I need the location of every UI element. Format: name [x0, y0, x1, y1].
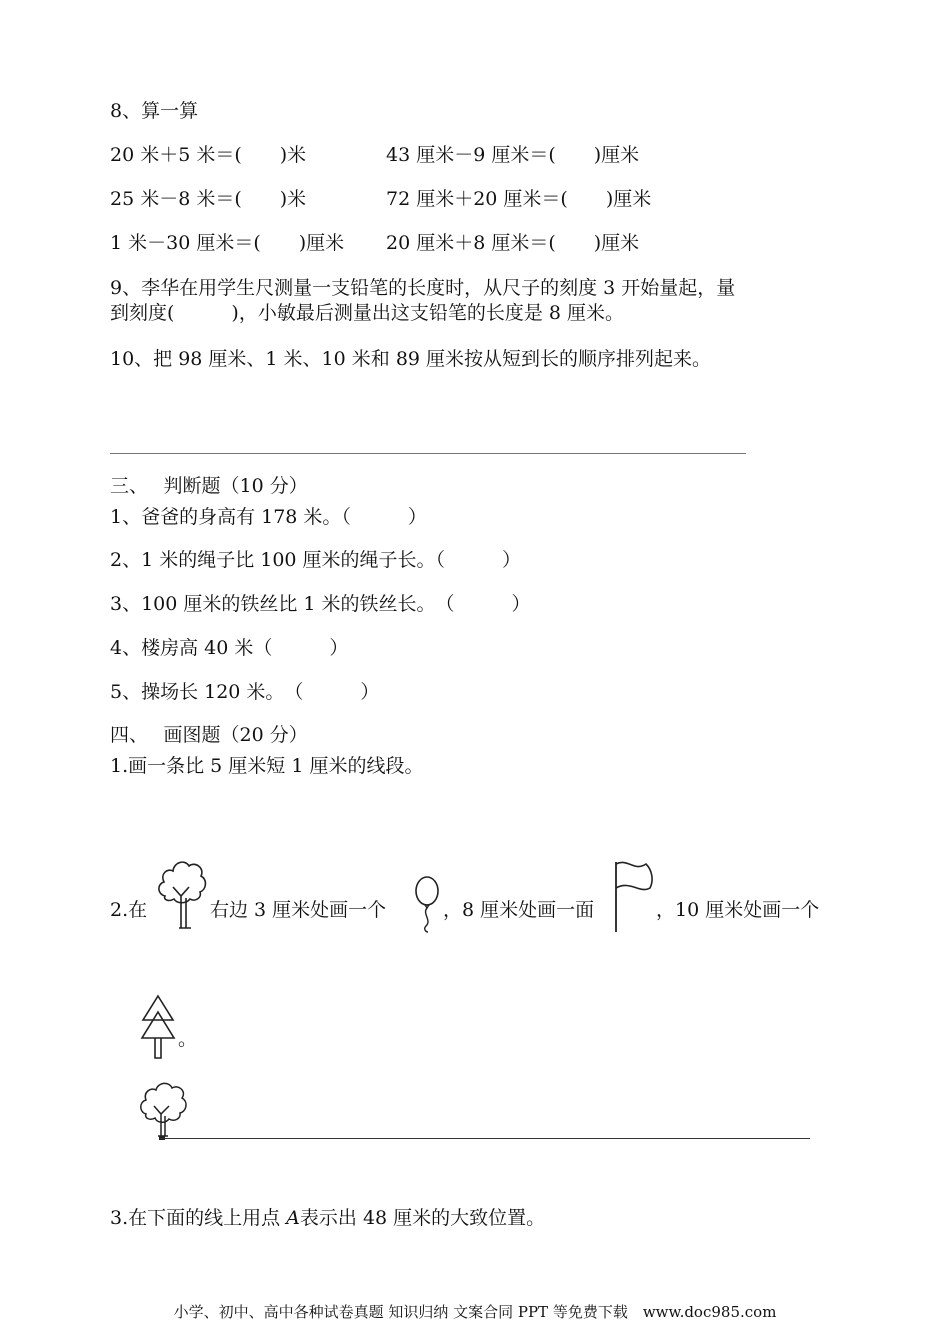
draw-q3-prefix: 3.在下面的线上用点: [110, 1207, 287, 1229]
judge-item-1: 1、爸爸的身高有 178 米。（ ）: [110, 506, 427, 528]
draw-q2-part3: ，8 厘米处画一面: [443, 899, 595, 921]
judge-item-2: 2、1 米的绳子比 100 厘米的绳子长。（ ）: [110, 549, 522, 571]
pine-tree-icon: [137, 994, 179, 1060]
drawing-baseline: [160, 1138, 810, 1139]
q8-title: 8、算一算: [110, 100, 199, 122]
tree-icon: [155, 856, 209, 936]
judge-item-5: 5、操场长 120 米。 （ ）: [110, 681, 380, 703]
judge-item-3: 3、100 厘米的铁丝比 1 米的铁丝长。 （ ）: [110, 593, 531, 615]
draw-q3-point: A: [286, 1207, 300, 1229]
q9-line2: 到刻度( )，小敏最后测量出这支铅笔的长度是 8 厘米。: [110, 302, 624, 324]
footer-text: 小学、初中、高中各种试卷真题 知识归纳 文案合同 PPT 等免费下载 www.doc985.com: [173, 1303, 777, 1321]
q8-calc-3b: 20 厘米＋8 厘米＝( )厘米: [386, 232, 640, 254]
q8-calc-1a: 20 米＋5 米＝( )米: [110, 144, 307, 166]
q10-text: 10、把 98 厘米、1 米、10 米和 89 厘米按从短到长的顺序排列起来。: [110, 348, 712, 370]
q8-calc-1b: 43 厘米－9 厘米＝( )厘米: [386, 144, 640, 166]
flag-icon: [612, 858, 656, 934]
draw-q2-part4: ，10 厘米处画一个: [656, 899, 820, 921]
draw-q2-part5: 。: [178, 1028, 198, 1050]
section4-heading: 四、 画图题（20 分）: [110, 724, 308, 746]
draw-q3-suffix: 表示出 48 厘米的大致位置。: [299, 1207, 546, 1229]
answer-line: [110, 453, 746, 454]
q9-line1: 9、李华在用学生尺测量一支铅笔的长度时，从尺子的刻度 3 开始量起，量: [110, 277, 736, 299]
q8-calc-2a: 25 米－8 米＝( )米: [110, 188, 307, 210]
section3-heading: 三、 判断题（10 分）: [110, 475, 308, 497]
balloon-icon: [412, 874, 442, 934]
draw-q2-part1: 2.在: [110, 899, 148, 921]
q8-calc-3a: 1 米－30 厘米＝( )厘米: [110, 232, 345, 254]
draw-q1: 1.画一条比 5 厘米短 1 厘米的线段。: [110, 755, 424, 777]
tree-on-line-icon: [137, 1080, 189, 1144]
draw-q3: [110, 1206, 545, 1230]
q8-calc-2b: 72 厘米＋20 厘米＝( )厘米: [386, 188, 652, 210]
draw-q2-part2: 右边 3 厘米处画一个: [210, 899, 387, 921]
judge-item-4: 4、楼房高 40 米（ ）: [110, 637, 349, 659]
